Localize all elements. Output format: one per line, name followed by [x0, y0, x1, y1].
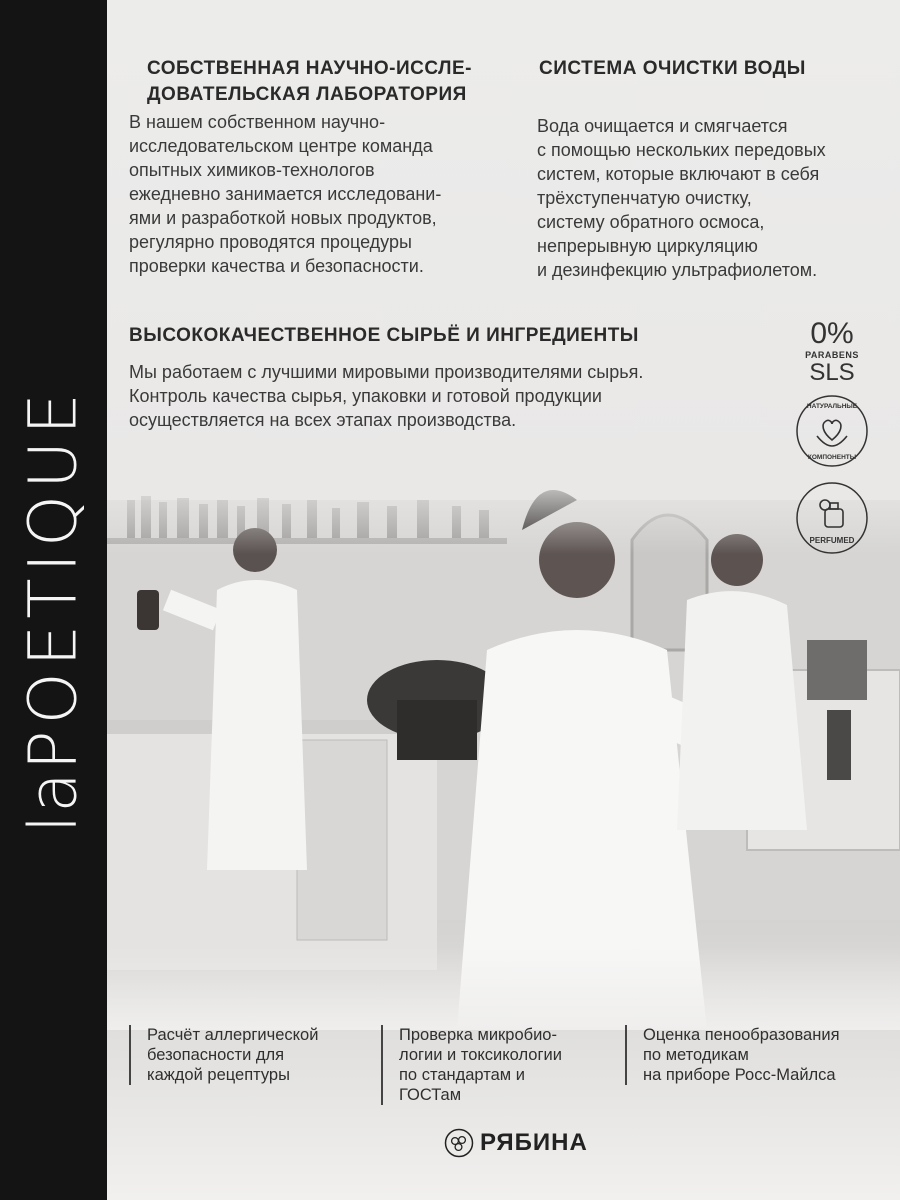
- rowan-berries-icon: [444, 1128, 474, 1158]
- water-title: СИСТЕМА ОЧИСТКИ ВОДЫ: [539, 58, 806, 79]
- badges: [792, 318, 872, 560]
- natural-components-badge: [795, 394, 869, 468]
- svg-text:PERFUMED: PERFUMED: [809, 536, 855, 545]
- raw-text: Мы работаем с лучшими мировыми производителями сырья. Контроль качества сырья, упаковки и готовой продукции осуществляется на всех этапах производства.: [129, 362, 644, 430]
- lab-text: В нашем собственном научно- исследовательском центре команда опытных химиков-технологов ежедневно занимается исследовани- ями и разработкой новых продуктов, регулярно проводятся процедуры проверки качества и безопасности.: [129, 112, 442, 276]
- feature-microbiology: Проверка микробио- логии и токсикологии по стандартам и ГОСТам: [381, 1025, 639, 1105]
- zero-percent-badge: 0%: [810, 317, 854, 350]
- parabens-label: PARABENS: [805, 350, 859, 360]
- heart-icon: [823, 420, 841, 440]
- water-text: Вода очищается и смягчается с помощью нескольких передовых систем, которые включают в себя трёхступенчатую очистку, систему обратного осмоса, непрерывную циркуляцию и дезинфекцию ультрафиолетом.: [537, 116, 826, 280]
- logo-text: РЯБИНА: [480, 1129, 588, 1156]
- brand-sidebar: [0, 0, 107, 1200]
- ryabina-logo: [444, 1128, 588, 1158]
- brand-name: POETIQUE: [14, 387, 92, 771]
- features-row: [107, 1025, 900, 1125]
- lab-photo: [107, 470, 900, 1030]
- feature-foam: Оценка пенообразования по методикам на приборе Росс-Майлса: [625, 1025, 883, 1085]
- raw-title: ВЫСОКОКАЧЕСТВЕННОЕ СЫРЬЁ И ИНГРЕДИЕНТЫ: [129, 325, 639, 346]
- perfumed-badge: [795, 481, 869, 555]
- perfume-bottle-icon: [820, 500, 843, 527]
- feature-allergy: Расчёт аллергической безопасности для каждой рецептуры: [129, 1025, 387, 1085]
- brand-logo: laPOETIQUE: [14, 387, 92, 833]
- sls-label: SLS: [809, 359, 855, 386]
- lab-title: СОБСТВЕННАЯ НАУЧНО-ИССЛЕ- ДОВАТЕЛЬСКАЯ ЛАБОРАТОРИЯ: [147, 58, 472, 105]
- svg-text:КОМПОНЕНТЫ: КОМПОНЕНТЫ: [807, 454, 857, 461]
- content-area: [107, 0, 900, 1200]
- svg-text:НАТУРАЛЬНЫЕ: НАТУРАЛЬНЫЕ: [806, 403, 858, 410]
